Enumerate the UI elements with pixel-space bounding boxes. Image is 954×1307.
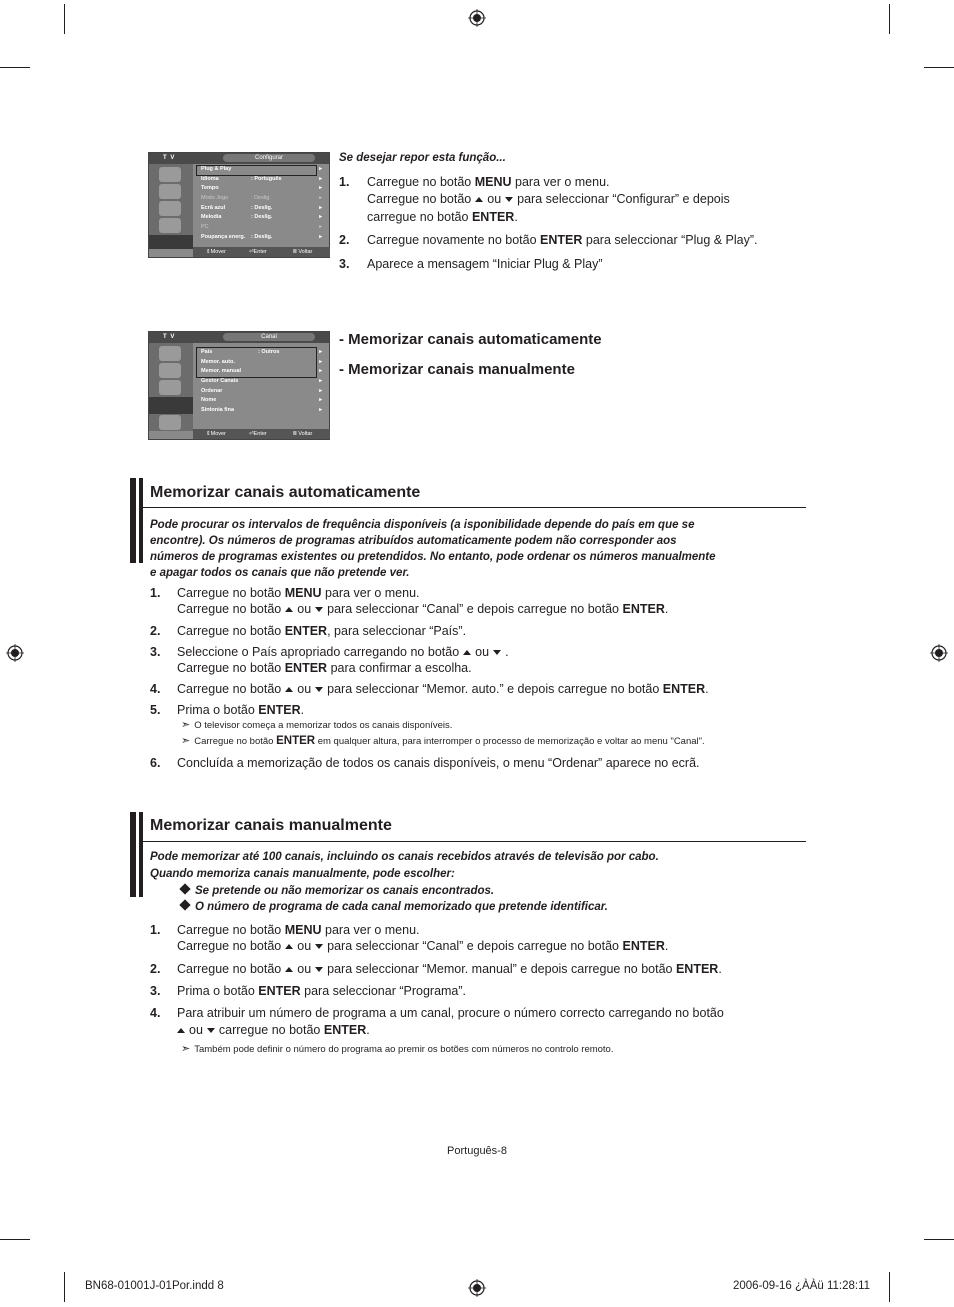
section-bar bbox=[139, 478, 143, 563]
down-arrow-icon bbox=[315, 607, 323, 612]
up-arrow-icon bbox=[177, 1028, 185, 1033]
step-number: 4. bbox=[150, 1006, 161, 1020]
up-arrow-icon bbox=[285, 687, 293, 692]
crop-mark bbox=[64, 4, 65, 34]
osd-footer bbox=[193, 429, 330, 439]
osd-list bbox=[196, 348, 328, 416]
step-number: 6. bbox=[150, 756, 161, 770]
osd-footer-move: ⇕Mover bbox=[206, 249, 226, 255]
osd-footer-enter: ⏎Enter bbox=[249, 431, 267, 437]
sound-icon bbox=[159, 184, 181, 199]
file-name: BN68-01001J-01Por.indd 8 bbox=[85, 1280, 224, 1292]
auto-step-3b: Carregue no botão ENTER para confirmar a escolha. bbox=[177, 661, 472, 675]
channel-icon bbox=[159, 201, 181, 216]
registration-mark-icon bbox=[468, 1279, 486, 1297]
intro-line: Quando memoriza canais manualmente, pode escolher: bbox=[150, 868, 455, 880]
note-3: ➣ Também pode definir o número do programa ao premir os botões com números no controlo remoto. bbox=[181, 1043, 614, 1055]
reset-step-1: Carregue no botão MENU para ver o menu. bbox=[367, 175, 610, 189]
osd-row: Memor. manual ▸ bbox=[201, 368, 322, 375]
osd-title: Canal bbox=[223, 333, 315, 341]
section-title-manual: Memorizar canais manualmente bbox=[150, 817, 392, 834]
reset-step-1c: carregue no botão ENTER. bbox=[367, 210, 518, 224]
down-arrow-icon bbox=[505, 197, 513, 202]
step-number: 2. bbox=[150, 624, 161, 638]
input-icon bbox=[159, 415, 181, 430]
osd-row: País : Outros ▸ bbox=[201, 349, 322, 355]
page-number: Português-8 bbox=[447, 1145, 507, 1157]
manual-step-2: Carregue no botão ou para seleccionar “Memor. manual” e depois carregue no botão ENTER. bbox=[177, 962, 722, 976]
down-arrow-icon bbox=[315, 944, 323, 949]
osd-list bbox=[196, 165, 328, 243]
step-number: 1. bbox=[339, 175, 350, 189]
step-number: 5. bbox=[150, 703, 161, 717]
osd-footer-back: Ⅲ Voltar bbox=[293, 431, 313, 437]
section-bar bbox=[130, 812, 136, 897]
osd-row: Nome ▸ bbox=[201, 397, 322, 404]
picture-icon bbox=[159, 346, 181, 361]
osd-footer-move: ⇕Mover bbox=[206, 431, 226, 437]
crop-mark bbox=[924, 1239, 954, 1240]
auto-step-6: Concluída a memorização de todos os canais disponíveis, o menu “Ordenar” aparece no ecrã. bbox=[177, 756, 700, 770]
step-number: 2. bbox=[150, 962, 161, 976]
sound-icon bbox=[159, 363, 181, 378]
timestamp: 2006-09-16 ¿ÀÀü 11:28:11 bbox=[733, 1280, 871, 1292]
osd-row: Poupança energ. : Deslig. ▸ bbox=[201, 233, 322, 240]
osd-row: Idioma : Português ▸ bbox=[201, 175, 322, 182]
bullet-1: Se pretende ou não memorizar os canais encontrados. bbox=[181, 883, 494, 899]
note-2: ➣ Carregue no botão ENTER em qualquer altura, para interromper o processo de memorização e voltar ao menu "Canal". bbox=[181, 735, 705, 747]
osd-menu-configurar bbox=[148, 152, 330, 258]
setup-icon bbox=[159, 218, 181, 233]
auto-step-1: Carregue no botão MENU para ver o menu. bbox=[177, 586, 420, 600]
auto-step-3: Seleccione o País apropriado carregando no botão ou . bbox=[177, 645, 509, 659]
note-1: ➣ O televisor começa a memorizar todos os canais disponíveis. bbox=[181, 719, 453, 731]
manual-step-4: Para atribuir um número de programa a um canal, procure o número correcto carregando no botão bbox=[177, 1006, 724, 1020]
note-arrow-icon: ➣ bbox=[181, 735, 191, 747]
manual-step-4b: ou carregue no botão ENTER. bbox=[173, 1022, 370, 1039]
reset-step-3: Aparece a mensagem “Iniciar Plug & Play” bbox=[367, 257, 603, 271]
down-arrow-icon bbox=[493, 650, 501, 655]
osd-row: Modo Jogo : Deslig. ▸ bbox=[201, 195, 322, 202]
manual-step-1b: Carregue no botão ou para seleccionar “Canal” e depois carregue no botão ENTER. bbox=[177, 939, 669, 953]
link-manual[interactable]: - Memorizar canais manualmente bbox=[339, 361, 575, 378]
osd-row: Melodia : Deslig. ▸ bbox=[201, 214, 322, 221]
crop-mark bbox=[924, 67, 954, 68]
osd-row: Gestor Canais ▸ bbox=[201, 378, 322, 385]
step-number: 2. bbox=[339, 233, 350, 247]
osd-row: PC ▸ bbox=[201, 224, 322, 231]
step-number: 3. bbox=[150, 645, 161, 659]
auto-step-1b: Carregue no botão ou para seleccionar “Canal” e depois carregue no botão ENTER. bbox=[177, 602, 669, 616]
manual-step-1: Carregue no botão MENU para ver o menu. bbox=[177, 923, 420, 937]
manual-step-3: Prima o botão ENTER para seleccionar “Programa”. bbox=[177, 984, 467, 998]
step-number: 1. bbox=[150, 586, 161, 600]
osd-row: Ordenar ▸ bbox=[201, 387, 322, 394]
osd-menu-canal bbox=[148, 331, 330, 440]
registration-mark-icon bbox=[468, 9, 486, 27]
section-title-auto: Memorizar canais automaticamente bbox=[150, 484, 421, 501]
osd-row: Plug & Play ▸ bbox=[201, 166, 322, 172]
up-arrow-icon bbox=[463, 650, 471, 655]
crop-mark bbox=[889, 4, 890, 34]
osd-sidebar bbox=[149, 343, 193, 431]
up-arrow-icon bbox=[285, 607, 293, 612]
osd-footer-enter: ⏎Enter bbox=[249, 249, 267, 255]
intro-line: encontre). Os números de programas atribuídos automaticamente podem não corresponder aos bbox=[150, 535, 677, 547]
crop-mark bbox=[0, 1239, 30, 1240]
intro-line: números de programas existentes ou pretendidos. No entanto, pode ordenar os números manualmente bbox=[150, 551, 716, 563]
intro-line: Pode memorizar até 100 canais, incluindo os canais recebidos através de televisão por cabo. bbox=[150, 851, 659, 863]
step-number: 3. bbox=[150, 984, 161, 998]
step-number: 3. bbox=[339, 257, 350, 271]
bullet-2: O número de programa de cada canal memorizado que pretende identificar. bbox=[181, 899, 608, 915]
diamond-bullet-icon bbox=[179, 899, 190, 910]
crop-mark bbox=[889, 1272, 890, 1302]
down-arrow-icon bbox=[315, 687, 323, 692]
osd-tv-label: T V bbox=[163, 155, 176, 161]
up-arrow-icon bbox=[285, 967, 293, 972]
crop-mark bbox=[0, 67, 30, 68]
registration-mark-icon bbox=[930, 644, 948, 662]
diamond-bullet-icon bbox=[179, 883, 190, 894]
note-arrow-icon: ➣ bbox=[181, 719, 191, 731]
auto-step-2: Carregue no botão ENTER, para seleccionar “País”. bbox=[177, 624, 467, 638]
osd-row: Ecrã azul : Deslig. ▸ bbox=[201, 204, 322, 211]
reset-step-1b: Carregue no botão ou para seleccionar “Configurar” e depois bbox=[367, 192, 730, 206]
auto-step-4: Carregue no botão ou para seleccionar “Memor. auto.” e depois carregue no botão ENTER. bbox=[177, 682, 709, 696]
section-bar bbox=[139, 812, 143, 897]
auto-step-5: Prima o botão ENTER. bbox=[177, 703, 305, 717]
step-number: 4. bbox=[150, 682, 161, 696]
registration-mark-icon bbox=[6, 644, 24, 662]
section-rule bbox=[143, 841, 806, 842]
down-arrow-icon bbox=[207, 1028, 215, 1033]
intro-line: e apagar todos os canais que não pretende ver. bbox=[150, 567, 410, 579]
osd-tv-label: T V bbox=[163, 334, 176, 340]
setup-icon bbox=[149, 397, 193, 414]
osd-title: Configurar bbox=[223, 154, 315, 162]
reset-step-2: Carregue novamente no botão ENTER para seleccionar “Plug & Play”. bbox=[367, 233, 758, 247]
down-arrow-icon bbox=[315, 967, 323, 972]
osd-footer-back: Ⅲ Voltar bbox=[293, 249, 313, 255]
step-number: 1. bbox=[150, 923, 161, 937]
note-arrow-icon: ➣ bbox=[181, 1043, 191, 1055]
section-rule bbox=[143, 507, 806, 508]
reset-heading: Se desejar repor esta função... bbox=[339, 152, 506, 164]
osd-row: Tempo ▸ bbox=[201, 185, 322, 192]
up-arrow-icon bbox=[475, 197, 483, 202]
intro-line: Pode procurar os intervalos de frequência disponíveis (a isponibilidade depende do país em que se bbox=[150, 519, 695, 531]
picture-icon bbox=[159, 167, 181, 182]
link-auto[interactable]: - Memorizar canais automaticamente bbox=[339, 331, 602, 348]
up-arrow-icon bbox=[285, 944, 293, 949]
osd-row: Memor. auto. ▸ bbox=[201, 358, 322, 365]
crop-mark bbox=[64, 1272, 65, 1302]
osd-sidebar bbox=[149, 164, 193, 249]
channel-icon bbox=[159, 380, 181, 395]
section-bar bbox=[130, 478, 136, 563]
osd-row: Sintonia fina ▸ bbox=[201, 407, 322, 414]
input-icon bbox=[149, 235, 193, 249]
osd-footer bbox=[193, 247, 330, 257]
